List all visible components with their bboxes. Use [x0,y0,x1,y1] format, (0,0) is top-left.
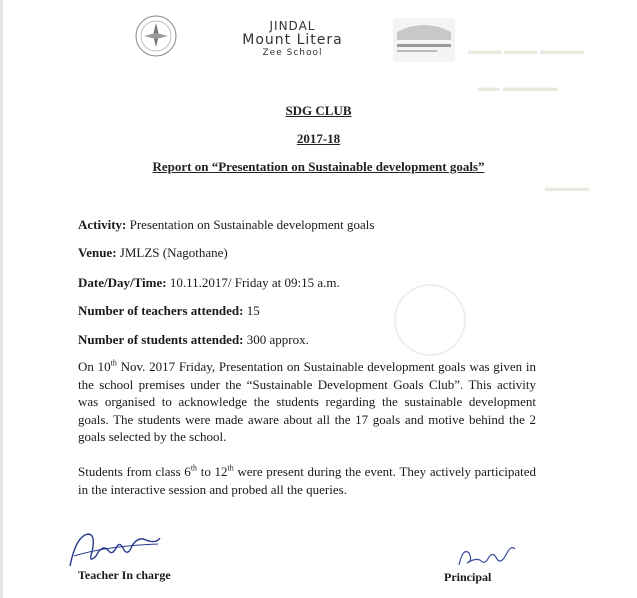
teacher-in-charge-label: Teacher In charge [78,568,171,582]
international-partner-logo [393,18,455,62]
activity-value: Presentation on Sustainable development goals [126,217,375,232]
activity-field [78,217,374,233]
datetime-label: Date/Day/Time: [78,275,167,290]
principal-signature [455,543,517,571]
datetime-value: 10.11.2017/ Friday at 09:15 a.m. [166,275,340,290]
paragraph1-text-b: Nov. 2017 Friday, Presentation on Sustainable development goals was given in the school premises under the “Sustainable Development Goals Club”. This activity was organised to acknowledge the students regarding the sustainable development goals. The students were made aware about all the 17 goals and motive behind the 2 goals selected by the school. [78,359,537,444]
venue-label: Venue: [78,245,117,260]
school-name-line2: Mount Litera [242,32,343,48]
students-label: Number of students attended: [78,332,244,347]
ghost-text: ▬▬▬▬ [545,182,589,194]
ghost-text: ▬▬▬ ▬▬▬ ▬▬▬▬ [468,45,585,57]
ghost-text: ▬▬ ▬▬▬▬▬ [478,82,559,94]
principal-label: Principal [444,570,492,584]
paragraph2-text-a: Students from class 6 [78,464,191,479]
page-left-edge [0,0,3,598]
activity-label: Activity: [78,217,127,232]
school-name-block [220,20,365,59]
paragraph1-sup: th [110,358,117,368]
teachers-field [78,303,260,319]
club-title: SDG CLUB [285,103,352,118]
ghost-logo [385,280,475,360]
report-title: Report on “Presentation on Sustainable development goals” [152,159,485,174]
teachers-value: 15 [243,303,260,318]
school-emblem-logo [133,13,179,59]
teachers-label: Number of teachers attended: [78,303,244,318]
participation-paragraph [78,463,536,498]
paragraph2-sup-b: th [227,463,234,473]
paragraph2-sup-a: th [190,463,198,473]
school-name-line3: Zee School [262,48,323,58]
paragraph1-text-a: On 10 [78,359,111,374]
venue-value: JMLZS (Nagothane) [116,245,228,260]
datetime-field [78,275,340,291]
teacher-signature [66,526,162,570]
paragraph2-text-c: were present during the event. They actively participated in the interactive session and probed all the queries. [78,464,536,497]
school-name-line1: JINDAL [269,19,316,33]
students-value: 300 approx. [243,332,309,347]
students-field [78,332,309,348]
paragraph2-text-b: to 12 [197,464,228,479]
event-description-paragraph [78,358,536,446]
venue-field [78,245,228,261]
academic-year: 2017-18 [296,131,341,146]
